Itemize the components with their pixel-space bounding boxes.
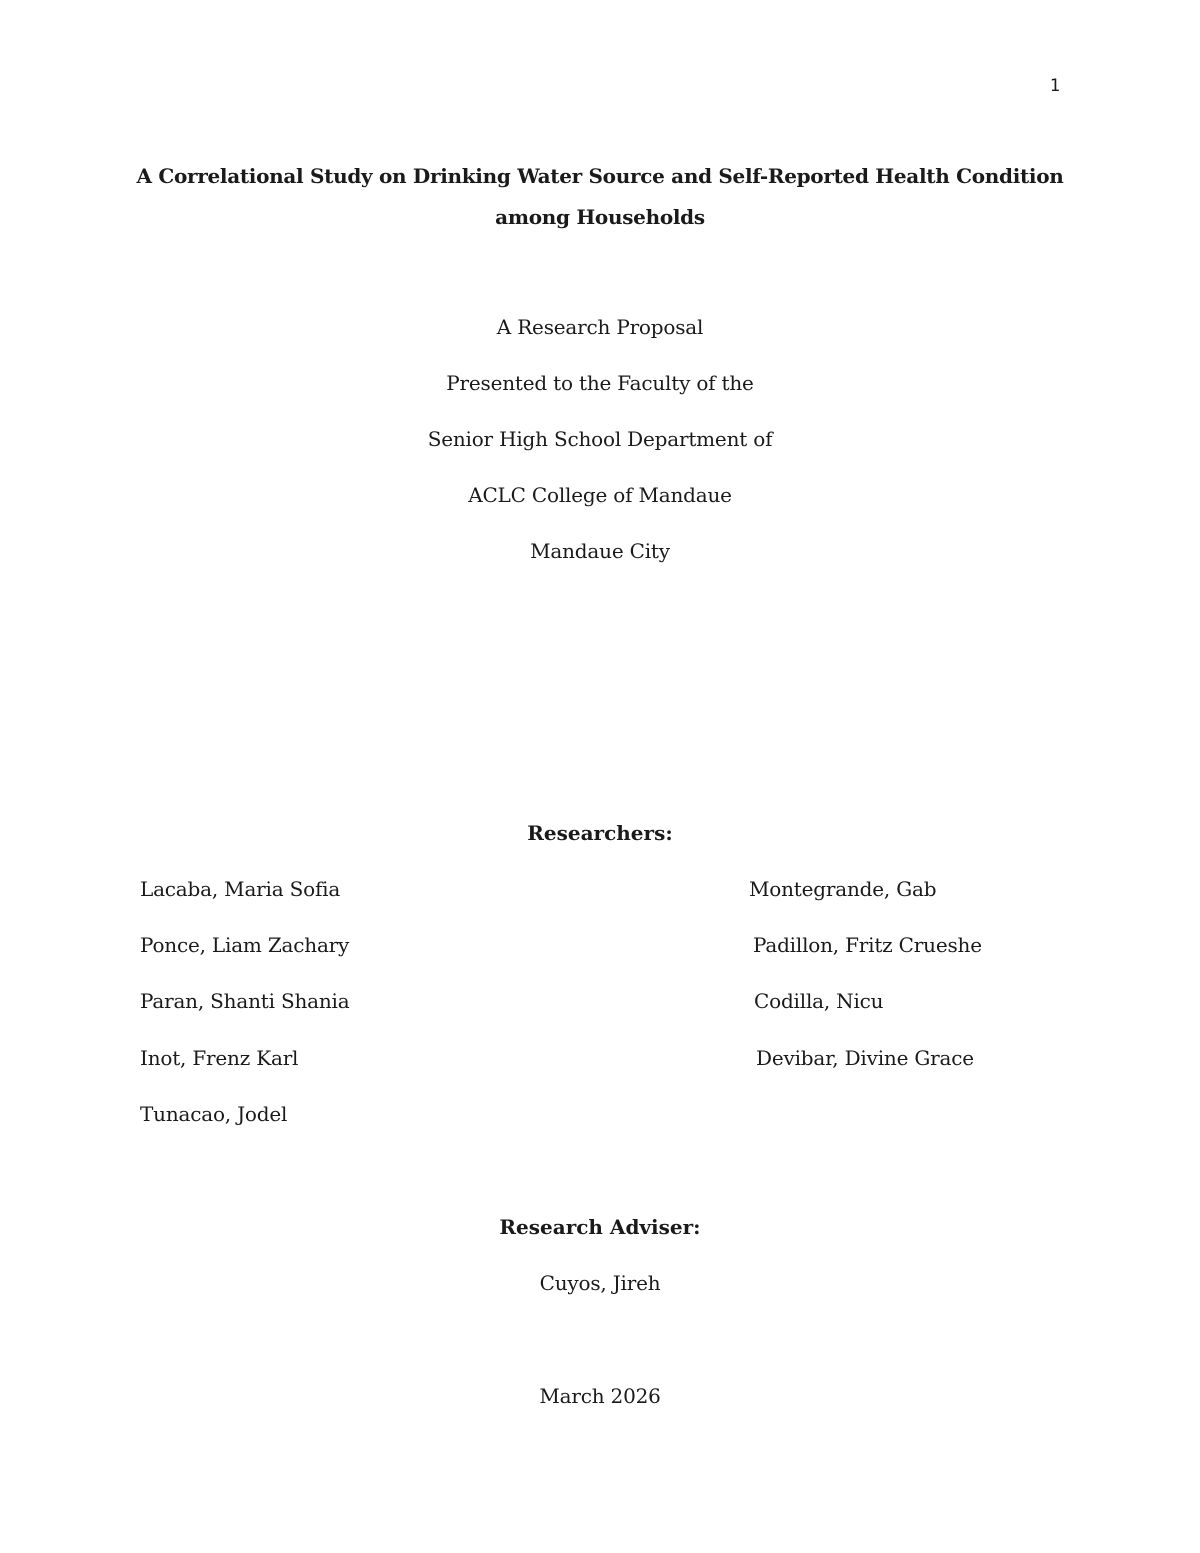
page-number: 1: [1049, 76, 1060, 96]
researcher-left-5: Tunacao, Jodel: [140, 1102, 288, 1126]
researcher-left-2: Ponce, Liam Zachary: [140, 933, 350, 957]
document-date: March 2026: [539, 1384, 661, 1408]
proposal-line-4: ACLC College of Mandaue: [468, 483, 732, 507]
researcher-right-4: Devibar, Divine Grace: [756, 1046, 974, 1070]
proposal-line-5: Mandaue City: [530, 539, 670, 563]
proposal-line-1: A Research Proposal: [496, 315, 704, 339]
researchers-heading: Researchers:: [527, 821, 673, 845]
researcher-left-1: Lacaba, Maria Sofia: [140, 877, 341, 901]
adviser-name: Cuyos, Jireh: [539, 1271, 661, 1295]
researcher-right-1: Montegrande, Gab: [749, 877, 937, 901]
researcher-right-2: Padillon, Fritz Crueshe: [753, 933, 982, 957]
researcher-right-3: Codilla, Nicu: [754, 989, 884, 1013]
proposal-line-3: Senior High School Department of: [427, 427, 773, 451]
researcher-left-3: Paran, Shanti Shania: [140, 989, 350, 1013]
document-title: A Correlational Study on Drinking Water Source and Self-Reported Health Condition among Households: [136, 164, 1064, 229]
proposal-line-2: Presented to the Faculty of the: [446, 371, 754, 395]
researcher-left-4: Inot, Frenz Karl: [140, 1046, 299, 1070]
adviser-heading: Research Adviser:: [499, 1215, 701, 1239]
